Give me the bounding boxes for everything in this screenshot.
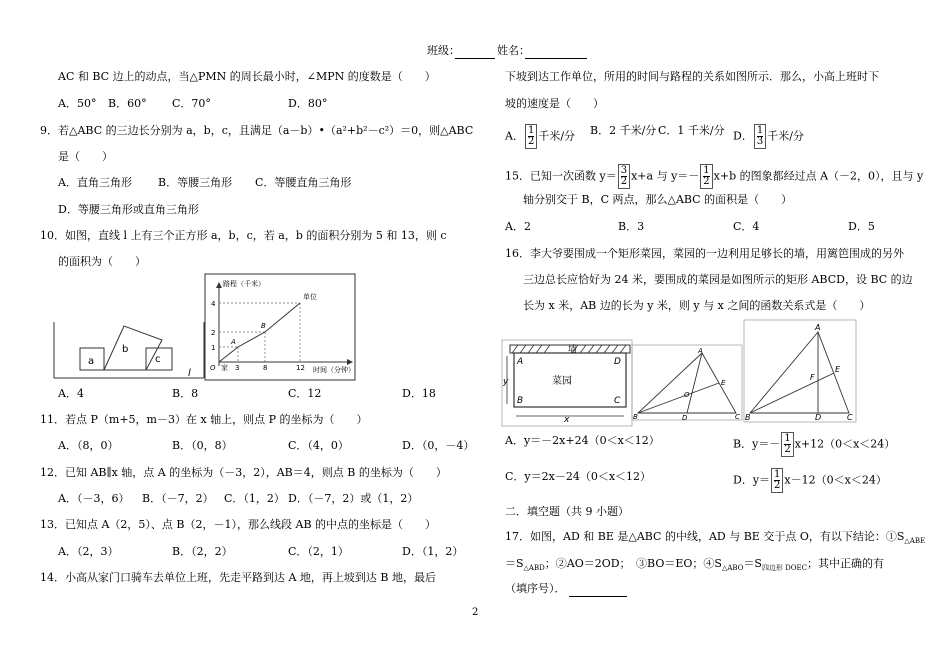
graph-y-label: 路程（千米） [223,280,265,288]
fraction: $\frac{1}{2}$ [781,432,793,457]
q17-text-2: $=S_{\triangle ABD}$；②AO＝2OD； ③BO＝EO；$④S_{\triangle ABO}=S_{四边形 DOEC}$；其中正确的有 [505,557,884,573]
q16-option-b: B．y＝－ $\frac{1}{2}$ x+12（0＜x＜24） [733,433,896,455]
tri2-point-d: D [815,413,822,422]
q16-text-2: 三边总长应恰好为 24 米，要围成的菜园是如图所示的矩形 ABCD，设 BC 的边 [523,273,913,286]
q9-option-d: D．等腰三角形或直角三角形 [58,203,199,216]
distance-time-graph [205,274,355,380]
q14-text-2: 下坡到达工作单位，所用的时间与路程的关系如图所示．那么，小高上班时下 [505,70,879,83]
fraction: $\frac{3}{2}$ [618,164,630,189]
square-c-label: c [155,354,161,365]
q10-text-2: 的面积为（ ） [58,255,146,268]
altitude-triangle-figure [744,320,856,422]
garden-label: 菜园 [552,376,572,387]
garden-point-c: C [614,396,621,406]
graph-home-label: 家 [221,364,228,372]
graph-x-label: 时间（分钟） [313,366,355,374]
q17-answer-blank[interactable] [569,585,627,597]
garden-width-y: y [503,377,509,387]
q13-option-a: A．（2，3） [58,545,119,558]
q10-option-c: C．12 [288,387,322,400]
graph-origin: O [210,364,216,372]
tri1-point-d: D [682,414,688,422]
q14-text: 14．小高从家门口骑车去单位上班，先走平路到达 A 地，再上坡到达 B 地，最后 [40,571,437,584]
name-field[interactable] [525,47,587,59]
line-l-label: l [188,368,191,379]
graph-y-tick-2: 2 [211,329,216,337]
square-a-label: a [88,356,95,367]
q12-text: 12．已知 AB∥x 轴，点 A 的坐标为（－3，2），AB＝4，则点 B 的坐标为（ ） [40,466,447,479]
fraction: $\frac{1}{3}$ [754,124,766,149]
garden-point-b: B [517,396,524,406]
tri2-point-e: E [835,365,841,374]
graph-y-tick-4: 4 [211,300,216,308]
q17-text-3: （填序号）． [505,582,566,595]
q15-option-b: B．3 [618,220,645,233]
q13-text: 13．已知点 A（2，5）、点 B（2，－1），那么线段 AB 的中点的坐标是（ ） [40,518,437,531]
tri2-point-b: B [745,413,751,422]
section-2-heading: 二．填空题（共 9 小题） [505,505,629,518]
q16-option-a: A．y＝－2x+24（0＜x＜12） [505,434,660,447]
garden-point-a: A [517,357,524,367]
tri2-point-f: F [810,373,815,382]
q14-option-b: B．2 千米/分 [590,124,657,137]
tri1-point-o: O [684,391,690,399]
q8-continuation: AC 和 BC 边上的动点，当△PMN 的周长最小时，∠MPN 的度数是（ ） [58,70,436,83]
graph-unit-label: 单位 [303,293,317,301]
q14-option-c: C．1 千米/分 [658,124,725,137]
graph-x-tick-12: 12 [296,364,305,372]
q12-option-d: D．（－7，2）或（1，2） [288,492,419,505]
q16-text-3: 长为 x 米，AB 边的长为 y 米，则 y 与 x 之间的函数关系式是（ ） [523,299,871,312]
q14-text-3: 坡的速度是（ ） [505,97,604,110]
q8-option-d: D．80° [288,97,328,110]
q16-option-d: D．y＝ $\frac{1}{2}$ x－12（0＜x＜24） [733,469,887,491]
squares-figure [54,320,204,380]
q12-option-b: B．（－7，2） [142,492,214,505]
q15-option-c: C．4 [733,220,760,233]
median-triangle-figure [632,345,742,420]
q8-option-a: A．50° [58,97,97,110]
q13-option-c: C．（2，1） [288,545,349,558]
name-label: 姓名： [497,44,530,57]
q12-option-c: C．（1，2） [224,492,285,505]
q11-text: 11．若点 P（m+5，m－3）在 x 轴上，则点 P 的坐标为（ ） [40,413,368,426]
q9-option-a: A．直角三角形 [58,176,132,189]
q15-option-a: A．2 [505,220,531,233]
q10-option-b: B．8 [172,387,199,400]
q11-option-a: A．（8，0） [58,439,119,452]
fraction: $\frac{1}{2}$ [525,124,537,149]
tri2-point-a: A [815,323,821,332]
q15-text: 15．已知一次函数 y＝ $\frac{3}{2}$ x+a 与 y＝－ $\frac{1}{2}$ x+b 的图象都经过点 A（－2，0），且与 y [505,165,924,187]
garden-figure [502,340,632,426]
q17-text: 17．如图，AD 和 BE 是△ABC 的中线，AD 与 BE 交于点 O，有以下结论：$①S_{\triangle ABE}$ [505,530,926,546]
tri1-point-e: E [721,379,726,387]
q11-option-b: B．（0，8） [172,439,233,452]
q10-option-a: A．4 [58,387,84,400]
tri1-point-b: B [633,413,638,421]
q8-option-c: C．70° [172,97,211,110]
page-number: 2 [472,607,479,618]
q10-option-d: D．18 [402,387,436,400]
wall-label: 墙 [568,345,578,355]
q9-option-b: B．等腰三角形 [158,176,233,189]
graph-point-b: B [261,322,266,330]
q12-option-a: A．（－3，6） [58,492,130,505]
fraction: $\frac{1}{2}$ [771,468,783,493]
garden-length-x: x [564,415,570,425]
q10-text: 10．如图，直线 l 上有三个正方形 a，b，c，若 a，b 的面积分别为 5 和 13，则 c [40,229,447,242]
garden-point-d: D [614,357,621,367]
q9-text: 9．若△ABC 的三边长分别为 a，b，c，且满足（a－b）•（a²+b²－c²）＝0，则△ABC [40,124,474,137]
q14-option-a: A． $\frac{1}{2}$ 千米/分 [505,125,576,147]
class-field[interactable] [455,47,495,59]
q15-text-2: 轴分别交于 B，C 两点，那么△ABC 的面积是（ ） [523,193,793,206]
q14-option-d: D． $\frac{1}{3}$ 千米/分 [733,125,804,147]
q16-option-c: C．y＝2x－24（0＜x＜12） [505,470,652,483]
tri1-point-a: A [698,347,703,355]
class-label: 班级： [427,44,460,57]
q13-option-b: B．（2，2） [172,545,233,558]
fraction: $\frac{1}{2}$ [700,164,712,189]
graph-point-a: A [231,338,236,346]
tri2-point-c: C [847,413,853,422]
q13-option-d: D．（1，2） [402,545,464,558]
graph-x-tick-3: 3 [235,364,240,372]
q9-text-2: 是（ ） [58,150,113,163]
q15-option-d: D．5 [848,220,875,233]
graph-x-tick-8: 8 [263,364,268,372]
graph-y-tick-1: 1 [211,344,216,352]
square-b-label: b [122,344,129,355]
q11-option-c: C．（4，0） [288,439,349,452]
q11-option-d: D．（0，－4） [402,439,475,452]
q16-text: 16．李大爷要围成一个矩形菜园，菜园的一边利用足够长的墙，用篱笆围成的另外 [505,247,904,260]
tri1-point-c: C [735,413,740,421]
q8-option-b: B．60° [108,97,147,110]
q9-option-c: C．等腰直角三角形 [255,176,352,189]
